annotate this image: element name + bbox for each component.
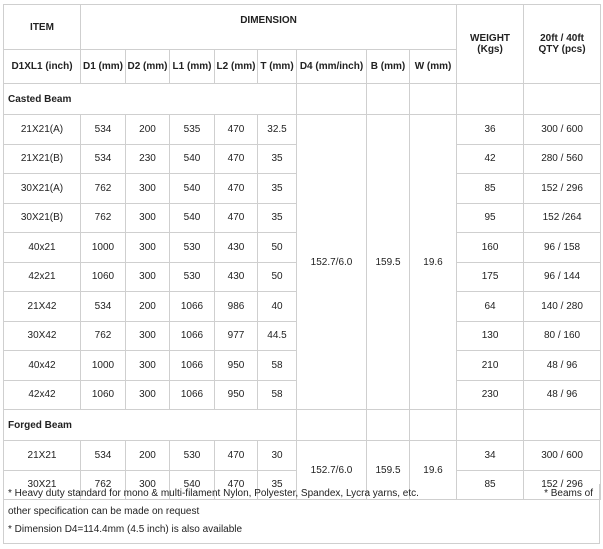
cell-d2: 300 [126,351,170,381]
cell-b: 159.5 [367,115,410,410]
cell-l1: 530 [170,262,215,292]
header-weight [457,5,524,84]
cell-weight: 85 [457,470,524,500]
cell-weight: 230 [457,380,524,410]
cell-d4: 152.7/6.0 [297,115,367,410]
cell-d2: 300 [126,321,170,351]
section-header-row [4,410,601,441]
cell-d1: 762 [81,203,126,233]
cell-t: 32.5 [258,115,297,145]
header-row-1 [4,5,601,50]
cell-l2: 950 [215,351,258,381]
footer-note-1-right: * Beams of [544,488,593,499]
cell-w: 19.6 [410,441,457,500]
cell-l2: 470 [215,115,258,145]
section-header-row [4,84,601,115]
cell-d1: 1060 [81,262,126,292]
cell-weight: 42 [457,144,524,174]
cell-l1: 530 [170,441,215,471]
cell-l2: 430 [215,262,258,292]
cell-d1xl1: 21X21(B) [4,144,81,174]
empty-cell [524,410,601,441]
cell-qty: 48 / 96 [524,380,601,410]
header-weight-line2: (Kgs) [477,44,503,55]
footer-notes [3,484,600,544]
cell-weight: 95 [457,203,524,233]
cell-b: 159.5 [367,441,410,500]
section-label: Casted Beam [4,84,297,115]
cell-d2: 200 [126,441,170,471]
cell-d2: 230 [126,144,170,174]
empty-cell [457,84,524,115]
cell-l1: 1066 [170,321,215,351]
cell-w: 19.6 [410,115,457,410]
cell-l2: 470 [215,441,258,471]
cell-t: 35 [258,144,297,174]
cell-d1: 762 [81,321,126,351]
empty-cell [410,84,457,115]
table-row [4,115,601,145]
cell-t: 35 [258,203,297,233]
cell-l2: 470 [215,470,258,500]
cell-d1xl1: 42x42 [4,380,81,410]
cell-l1: 530 [170,233,215,263]
footer-note-3: * Dimension D4=114.4mm (4.5 inch) is also available [8,524,243,535]
cell-d1: 1000 [81,351,126,381]
cell-t: 50 [258,262,297,292]
cell-weight: 130 [457,321,524,351]
cell-d1xl1: 21X21(A) [4,115,81,145]
cell-l1: 535 [170,115,215,145]
cell-t: 35 [258,470,297,500]
col-l2: L2 (mm) [215,50,258,84]
header-qty [524,5,601,84]
cell-l2: 470 [215,203,258,233]
spec-table [3,4,601,500]
col-d4: D4 (mm/inch) [297,50,367,84]
cell-d1xl1: 40x21 [4,233,81,263]
cell-l2: 950 [215,380,258,410]
cell-d1xl1: 30X21(B) [4,203,81,233]
cell-qty: 152 / 296 [524,174,601,204]
header-dimension: DIMENSION [81,5,457,50]
section-label: Forged Beam [4,410,297,441]
col-d1xl1: D1XL1 (inch) [4,50,81,84]
cell-t: 44.5 [258,321,297,351]
cell-l1: 540 [170,470,215,500]
empty-cell [297,84,367,115]
cell-weight: 85 [457,174,524,204]
cell-l1: 1066 [170,292,215,322]
cell-d2: 300 [126,380,170,410]
cell-qty: 48 / 96 [524,351,601,381]
cell-weight: 175 [457,262,524,292]
cell-l1: 1066 [170,380,215,410]
cell-qty: 140 / 280 [524,292,601,322]
cell-d1: 534 [81,292,126,322]
cell-weight: 34 [457,441,524,471]
col-d2: D2 (mm) [126,50,170,84]
cell-l2: 977 [215,321,258,351]
cell-qty: 96 / 158 [524,233,601,263]
cell-qty: 152 /264 [524,203,601,233]
cell-l2: 470 [215,144,258,174]
cell-d1xl1: 42x21 [4,262,81,292]
cell-t: 58 [258,380,297,410]
cell-qty: 152 / 296 [524,470,601,500]
header-item: ITEM [4,5,81,50]
cell-d2: 200 [126,115,170,145]
cell-l2: 430 [215,233,258,263]
header-weight-line1: WEIGHT [470,33,511,44]
cell-l1: 540 [170,203,215,233]
cell-d1xl1: 40x42 [4,351,81,381]
cell-d2: 300 [126,174,170,204]
cell-l2: 470 [215,174,258,204]
cell-d1xl1: 21X42 [4,292,81,322]
cell-d1: 762 [81,174,126,204]
empty-cell [367,84,410,115]
cell-d1: 762 [81,470,126,500]
cell-d1: 1000 [81,233,126,263]
empty-cell [367,410,410,441]
empty-cell [410,410,457,441]
cell-d4: 152.7/6.0 [297,441,367,500]
cell-t: 35 [258,174,297,204]
cell-d1: 534 [81,115,126,145]
cell-d1: 534 [81,441,126,471]
cell-qty: 280 / 560 [524,144,601,174]
cell-t: 40 [258,292,297,322]
cell-d1: 1060 [81,380,126,410]
cell-d1xl1: 30X21 [4,470,81,500]
cell-d2: 300 [126,470,170,500]
col-t: T (mm) [258,50,297,84]
cell-l1: 540 [170,144,215,174]
empty-cell [524,84,601,115]
cell-qty: 80 / 160 [524,321,601,351]
cell-d1xl1: 30X42 [4,321,81,351]
empty-cell [457,410,524,441]
header-qty-line2: QTY (pcs) [538,44,586,55]
cell-l1: 540 [170,174,215,204]
cell-l2: 986 [215,292,258,322]
cell-d2: 300 [126,262,170,292]
cell-d1xl1: 21X21 [4,441,81,471]
cell-weight: 36 [457,115,524,145]
cell-d2: 300 [126,203,170,233]
cell-weight: 64 [457,292,524,322]
col-d1: D1 (mm) [81,50,126,84]
cell-t: 50 [258,233,297,263]
cell-qty: 96 / 144 [524,262,601,292]
empty-cell [297,410,367,441]
cell-d1xl1: 30X21(A) [4,174,81,204]
col-l1: L1 (mm) [170,50,215,84]
col-w: W (mm) [410,50,457,84]
table-row [4,441,601,471]
cell-qty: 300 / 600 [524,441,601,471]
cell-t: 30 [258,441,297,471]
cell-weight: 160 [457,233,524,263]
col-b: B (mm) [367,50,410,84]
cell-d2: 200 [126,292,170,322]
cell-d2: 300 [126,233,170,263]
cell-d1: 534 [81,144,126,174]
cell-qty: 300 / 600 [524,115,601,145]
cell-l1: 1066 [170,351,215,381]
footer-note-1: * Heavy duty standard for mono & multi-filament Nylon, Polyester, Spandex, Lycra yarns, etc. [8,488,419,499]
cell-weight: 210 [457,351,524,381]
cell-t: 58 [258,351,297,381]
footer-note-2: other specification can be made on request [8,506,200,517]
header-qty-line1: 20ft / 40ft [540,33,584,44]
